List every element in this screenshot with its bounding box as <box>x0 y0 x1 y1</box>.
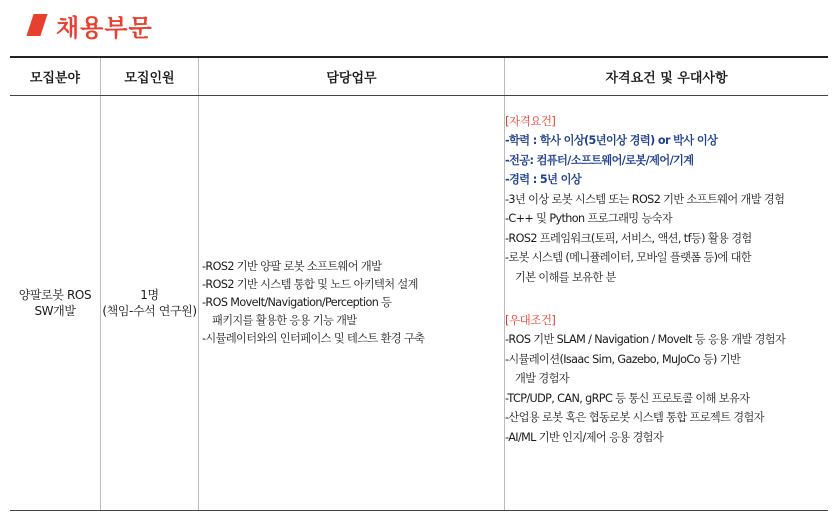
table-header-row <box>10 58 828 96</box>
preferred-item: 개발 경험자 <box>515 372 569 385</box>
qualification-highlight: -학력 : 학사 이상(5년이상 경력) or 박사 이상 <box>505 134 718 147</box>
duty-item: 패키지를 활용한 응용 기능 개발 <box>212 314 357 327</box>
preferred-title: [우대조건] <box>505 313 556 327</box>
title-marker-icon <box>26 14 47 36</box>
preferred-item: -시뮬레이션(Isaac Sim, Gazebo, MuJoCo 등) 기반 <box>505 352 741 366</box>
qualification-item: -3년 이상 로봇 시스템 또는 ROS2 기반 소프트웨어 개발 경험 <box>505 192 785 206</box>
count-note: (책임-수석 연구원) <box>102 304 197 318</box>
recruitment-table <box>10 56 828 511</box>
count-cell <box>101 96 199 510</box>
qualification-highlight: -경력 : 5년 이상 <box>505 173 582 186</box>
preferred-item: -TCP/UDP, CAN, gRPC 등 통신 프로토콜 이해 보유자 <box>505 391 750 405</box>
duty-item: -ROS2 기반 시스템 통합 및 노드 아키텍처 설계 <box>202 278 418 291</box>
preferred-item: -산업용 로봇 혹은 협동로봇 시스템 통합 프로젝트 경험자 <box>505 411 764 424</box>
qualification-highlight: -전공: 컴퓨터/소프트웨어/로봇/제어/기계 <box>505 153 694 167</box>
duty-item: -시뮬레이터와의 인터페이스 및 테스트 환경 구축 <box>202 332 425 345</box>
table-row <box>10 96 828 510</box>
header-qualifications: 자격요건 및 우대사항 <box>605 71 728 86</box>
header-duties: 담당업무 <box>199 58 505 95</box>
header-count: 모집인원 <box>101 58 199 95</box>
field-line: SW개발 <box>34 304 76 318</box>
header-field: 모집분야 <box>10 58 101 95</box>
count-value: 1명 <box>140 288 159 302</box>
duty-item: -ROS2 기반 양팔 로봇 소프트웨어 개발 <box>202 260 382 273</box>
qualification-item: -로봇 시스템 (메니퓰레이터, 모바일 플랫폼 등)에 대한 <box>505 251 752 264</box>
duty-item: -ROS MoveIt/Navigation/Perception 등 <box>202 296 392 309</box>
duties-cell <box>199 96 505 510</box>
qualifications-title: [자격요건] <box>505 114 556 128</box>
qualification-item: 기본 이해를 보유한 분 <box>515 270 616 284</box>
qualification-item: -C++ 및 Python 프로그래밍 능숙자 <box>505 212 673 225</box>
qualifications-cell <box>505 96 828 510</box>
field-cell <box>10 96 101 510</box>
field-line: 양팔로봇 ROS <box>18 288 92 302</box>
preferred-item: -ROS 기반 SLAM / Navigation / MoveIt 등 응용 개발 경험자 <box>505 333 786 346</box>
section-title-bar <box>30 8 153 42</box>
preferred-item: -AI/ML 기반 인지/제어 응용 경험자 <box>505 430 664 444</box>
page-title: 채용부문 <box>56 13 153 42</box>
qualification-item: -ROS2 프레임워크(토픽, 서비스, 액션, tf등) 활용 경험 <box>505 231 752 245</box>
